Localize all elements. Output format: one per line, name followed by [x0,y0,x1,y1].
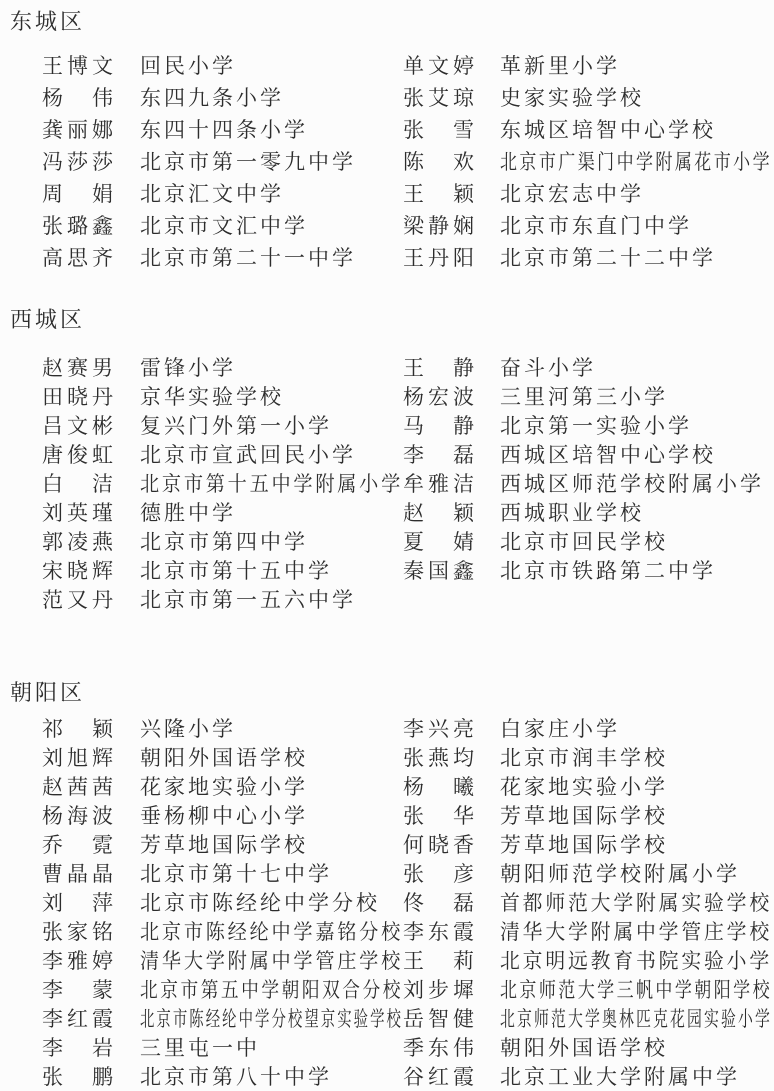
teacher-name-left: 赵茜茜 [42,774,117,799]
school-name-left: 垂杨柳中心小学 [140,803,308,828]
teacher-name-left: 宋晓辉 [42,558,117,583]
school-name-right: 北京明远教育书院实验小学 [500,948,772,973]
district-title: 朝阳区 [10,680,86,705]
teacher-name-left: 龚丽娜 [42,118,117,142]
teacher-name-right: 王 静 [403,355,478,380]
roster-row [42,974,774,1003]
school-name-left: 北京汇文中学 [140,182,284,206]
teacher-name-right: 牟雅洁 [403,471,478,496]
school-name-right: 北京宏志中学 [500,182,644,206]
roster-row [42,439,774,468]
teacher-name-right: 张 雪 [403,118,478,142]
school-name-left: 北京市第四中学 [140,529,308,554]
teacher-name-left: 吕文彬 [42,413,117,438]
district-section [10,679,774,1090]
roster-row [42,81,774,113]
district-title: 西城区 [10,307,86,332]
school-name-left: 北京市陈经纶中学分校望京实验学校 [140,1006,403,1031]
teacher-name-right: 李东霞 [403,919,478,944]
school-name-left: 北京市陈经纶中学分校 [140,890,380,915]
teacher-name-left: 张家铭 [42,919,117,944]
teacher-name-right: 张燕均 [403,745,478,770]
school-name-left: 三里屯一中 [140,1035,260,1060]
teacher-name-right: 李兴亮 [403,716,478,741]
district-section [10,306,774,613]
teacher-name-right: 杨 曦 [403,774,478,799]
teacher-name-right: 岳智健 [403,1006,478,1031]
teacher-name-left: 冯莎莎 [42,150,117,174]
school-name-left: 东四九条小学 [140,86,284,110]
roster-row [42,771,774,800]
section-rows [42,352,774,613]
school-name-right: 北京市回民学校 [500,529,668,554]
roster-row [42,584,774,613]
roster-row [42,113,774,145]
roster-row [42,410,774,439]
roster-row [42,829,774,858]
school-name-right: 北京市东直门中学 [500,214,692,238]
roster-row [42,468,774,497]
teacher-name-right: 夏 婧 [403,529,478,554]
school-name-right: 奋斗小学 [500,355,596,380]
school-name-left: 花家地实验小学 [140,774,308,799]
teacher-name-left: 刘旭辉 [42,745,117,770]
school-name-left: 北京市第十五中学 [140,558,332,583]
roster-row [42,497,774,526]
teacher-name-left: 赵赛男 [42,355,117,380]
school-name-left: 北京市宣武回民小学 [140,442,356,467]
school-name-right: 北京工业大学附属中学 [500,1064,740,1089]
roster-row [42,887,774,916]
teacher-name-left: 高思齐 [42,246,117,270]
school-name-right: 北京第一实验小学 [500,413,692,438]
school-name-right: 芳草地国际学校 [500,832,668,857]
roster-row [42,177,774,209]
school-name-left: 东四十四条小学 [140,118,308,142]
teacher-name-right: 梁静娴 [403,214,478,238]
school-name-right: 东城区培智中心学校 [500,118,716,142]
school-name-left: 北京市第一零九中学 [140,150,356,174]
teacher-name-right: 王丹阳 [403,246,478,270]
teacher-name-left: 张璐鑫 [42,214,117,238]
section-rows [42,713,774,1090]
roster-row [42,800,774,829]
roster-row [42,555,774,584]
teacher-name-left: 曹晶晶 [42,861,117,886]
teacher-name-left: 范又丹 [42,587,117,612]
teacher-name-left: 祁 颖 [42,716,117,741]
teacher-name-right: 刘步墀 [403,977,478,1002]
teacher-name-left: 杨海波 [42,803,117,828]
roster-row [42,945,774,974]
school-name-left: 复兴门外第一小学 [140,413,332,438]
roster-row [42,1061,774,1090]
teacher-name-left: 李红霞 [42,1006,117,1031]
school-name-right: 革新里小学 [500,54,620,78]
school-name-right: 北京市润丰学校 [500,745,668,770]
roster-row [42,49,774,81]
teacher-name-left: 白 洁 [42,471,117,496]
teacher-name-right: 谷红霞 [403,1064,478,1089]
teacher-name-right: 李 磊 [403,442,478,467]
school-name-left: 雷锋小学 [140,355,236,380]
teacher-name-right: 佟 磊 [403,890,478,915]
teacher-name-right: 张 彦 [403,861,478,886]
school-name-right: 清华大学附属中学管庄学校 [500,919,772,944]
teacher-name-left: 周 娟 [42,182,117,206]
school-name-right: 史家实验学校 [500,86,644,110]
roster-row [42,916,774,945]
teacher-name-left: 郭凌燕 [42,529,117,554]
school-name-left: 北京市第二十一中学 [140,246,356,270]
teacher-name-right: 单文婷 [403,54,478,78]
school-name-left: 德胜中学 [140,500,236,525]
school-name-left: 兴隆小学 [140,716,236,741]
school-name-right: 朝阳外国语学校 [500,1035,668,1060]
teacher-name-left: 刘英瑾 [42,500,117,525]
teacher-name-left: 唐俊虹 [42,442,117,467]
teacher-name-left: 张 鹏 [42,1064,117,1089]
roster-row [42,352,774,381]
roster-row [42,858,774,887]
school-name-left: 北京市第十五中学附属小学 [140,471,403,496]
teacher-name-right: 王 莉 [403,948,478,973]
roster-row [42,1032,774,1061]
school-name-right: 白家庄小学 [500,716,620,741]
district-section [10,8,774,273]
teacher-name-right: 秦国鑫 [403,558,478,583]
teacher-name-left: 王博文 [42,54,117,78]
school-name-left: 回民小学 [140,54,236,78]
teacher-name-right: 杨宏波 [403,384,478,409]
roster-row [42,526,774,555]
roster-row [42,713,774,742]
teacher-name-right: 王 颖 [403,182,478,206]
roster-row [42,145,774,177]
teacher-name-right: 张 华 [403,803,478,828]
teacher-name-left: 刘 萍 [42,890,117,915]
teacher-name-left: 田晓丹 [42,384,117,409]
school-name-right: 西城职业学校 [500,500,644,525]
teacher-name-left: 李 岩 [42,1035,117,1060]
teacher-name-left: 李 蒙 [42,977,117,1002]
school-name-right: 首都师范大学附属实验学校 [500,890,772,915]
roster-row [42,241,774,273]
teacher-name-right: 何晓香 [403,832,478,857]
school-name-left: 北京市第五中学朝阳双合分校 [140,977,403,1002]
school-name-right: 北京市广渠门中学附属花市小学 [500,150,772,174]
section-rows [42,49,774,273]
teacher-name-left: 杨 伟 [42,86,117,110]
roster-row [42,742,774,771]
school-name-right: 北京师范大学奥林匹克花园实验小学 [500,1006,772,1031]
district-title: 东城区 [10,9,86,34]
school-name-right: 西城区培智中心学校 [500,442,716,467]
roster-row [42,209,774,241]
school-name-right: 朝阳师范学校附属小学 [500,861,740,886]
school-name-left: 北京市第十七中学 [140,861,332,886]
school-name-left: 北京市第一五六中学 [140,587,356,612]
school-name-right: 北京师范大学三帆中学朝阳学校 [500,977,772,1002]
school-name-right: 西城区师范学校附属小学 [500,471,764,496]
school-name-left: 芳草地国际学校 [140,832,308,857]
teacher-name-right: 陈 欢 [403,150,478,174]
teacher-name-right: 张艾琼 [403,86,478,110]
teacher-name-right: 赵 颖 [403,500,478,525]
school-name-left: 朝阳外国语学校 [140,745,308,770]
school-name-right: 北京市第二十二中学 [500,246,716,270]
roster-row [42,381,774,410]
school-name-left: 京华实验学校 [140,384,284,409]
roster-row [42,1003,774,1032]
school-name-left: 北京市文汇中学 [140,214,308,238]
school-name-left: 北京市第八十中学 [140,1064,332,1089]
school-name-left: 北京市陈经纶中学嘉铭分校 [140,919,403,944]
school-name-left: 清华大学附属中学管庄学校 [140,948,403,973]
school-name-right: 三里河第三小学 [500,384,668,409]
teacher-name-right: 季东伟 [403,1035,478,1060]
school-name-right: 花家地实验小学 [500,774,668,799]
school-name-right: 芳草地国际学校 [500,803,668,828]
school-name-right: 北京市铁路第二中学 [500,558,716,583]
teacher-name-right: 马 静 [403,413,478,438]
teacher-name-left: 李雅婷 [42,948,117,973]
teacher-name-left: 乔 霓 [42,832,117,857]
